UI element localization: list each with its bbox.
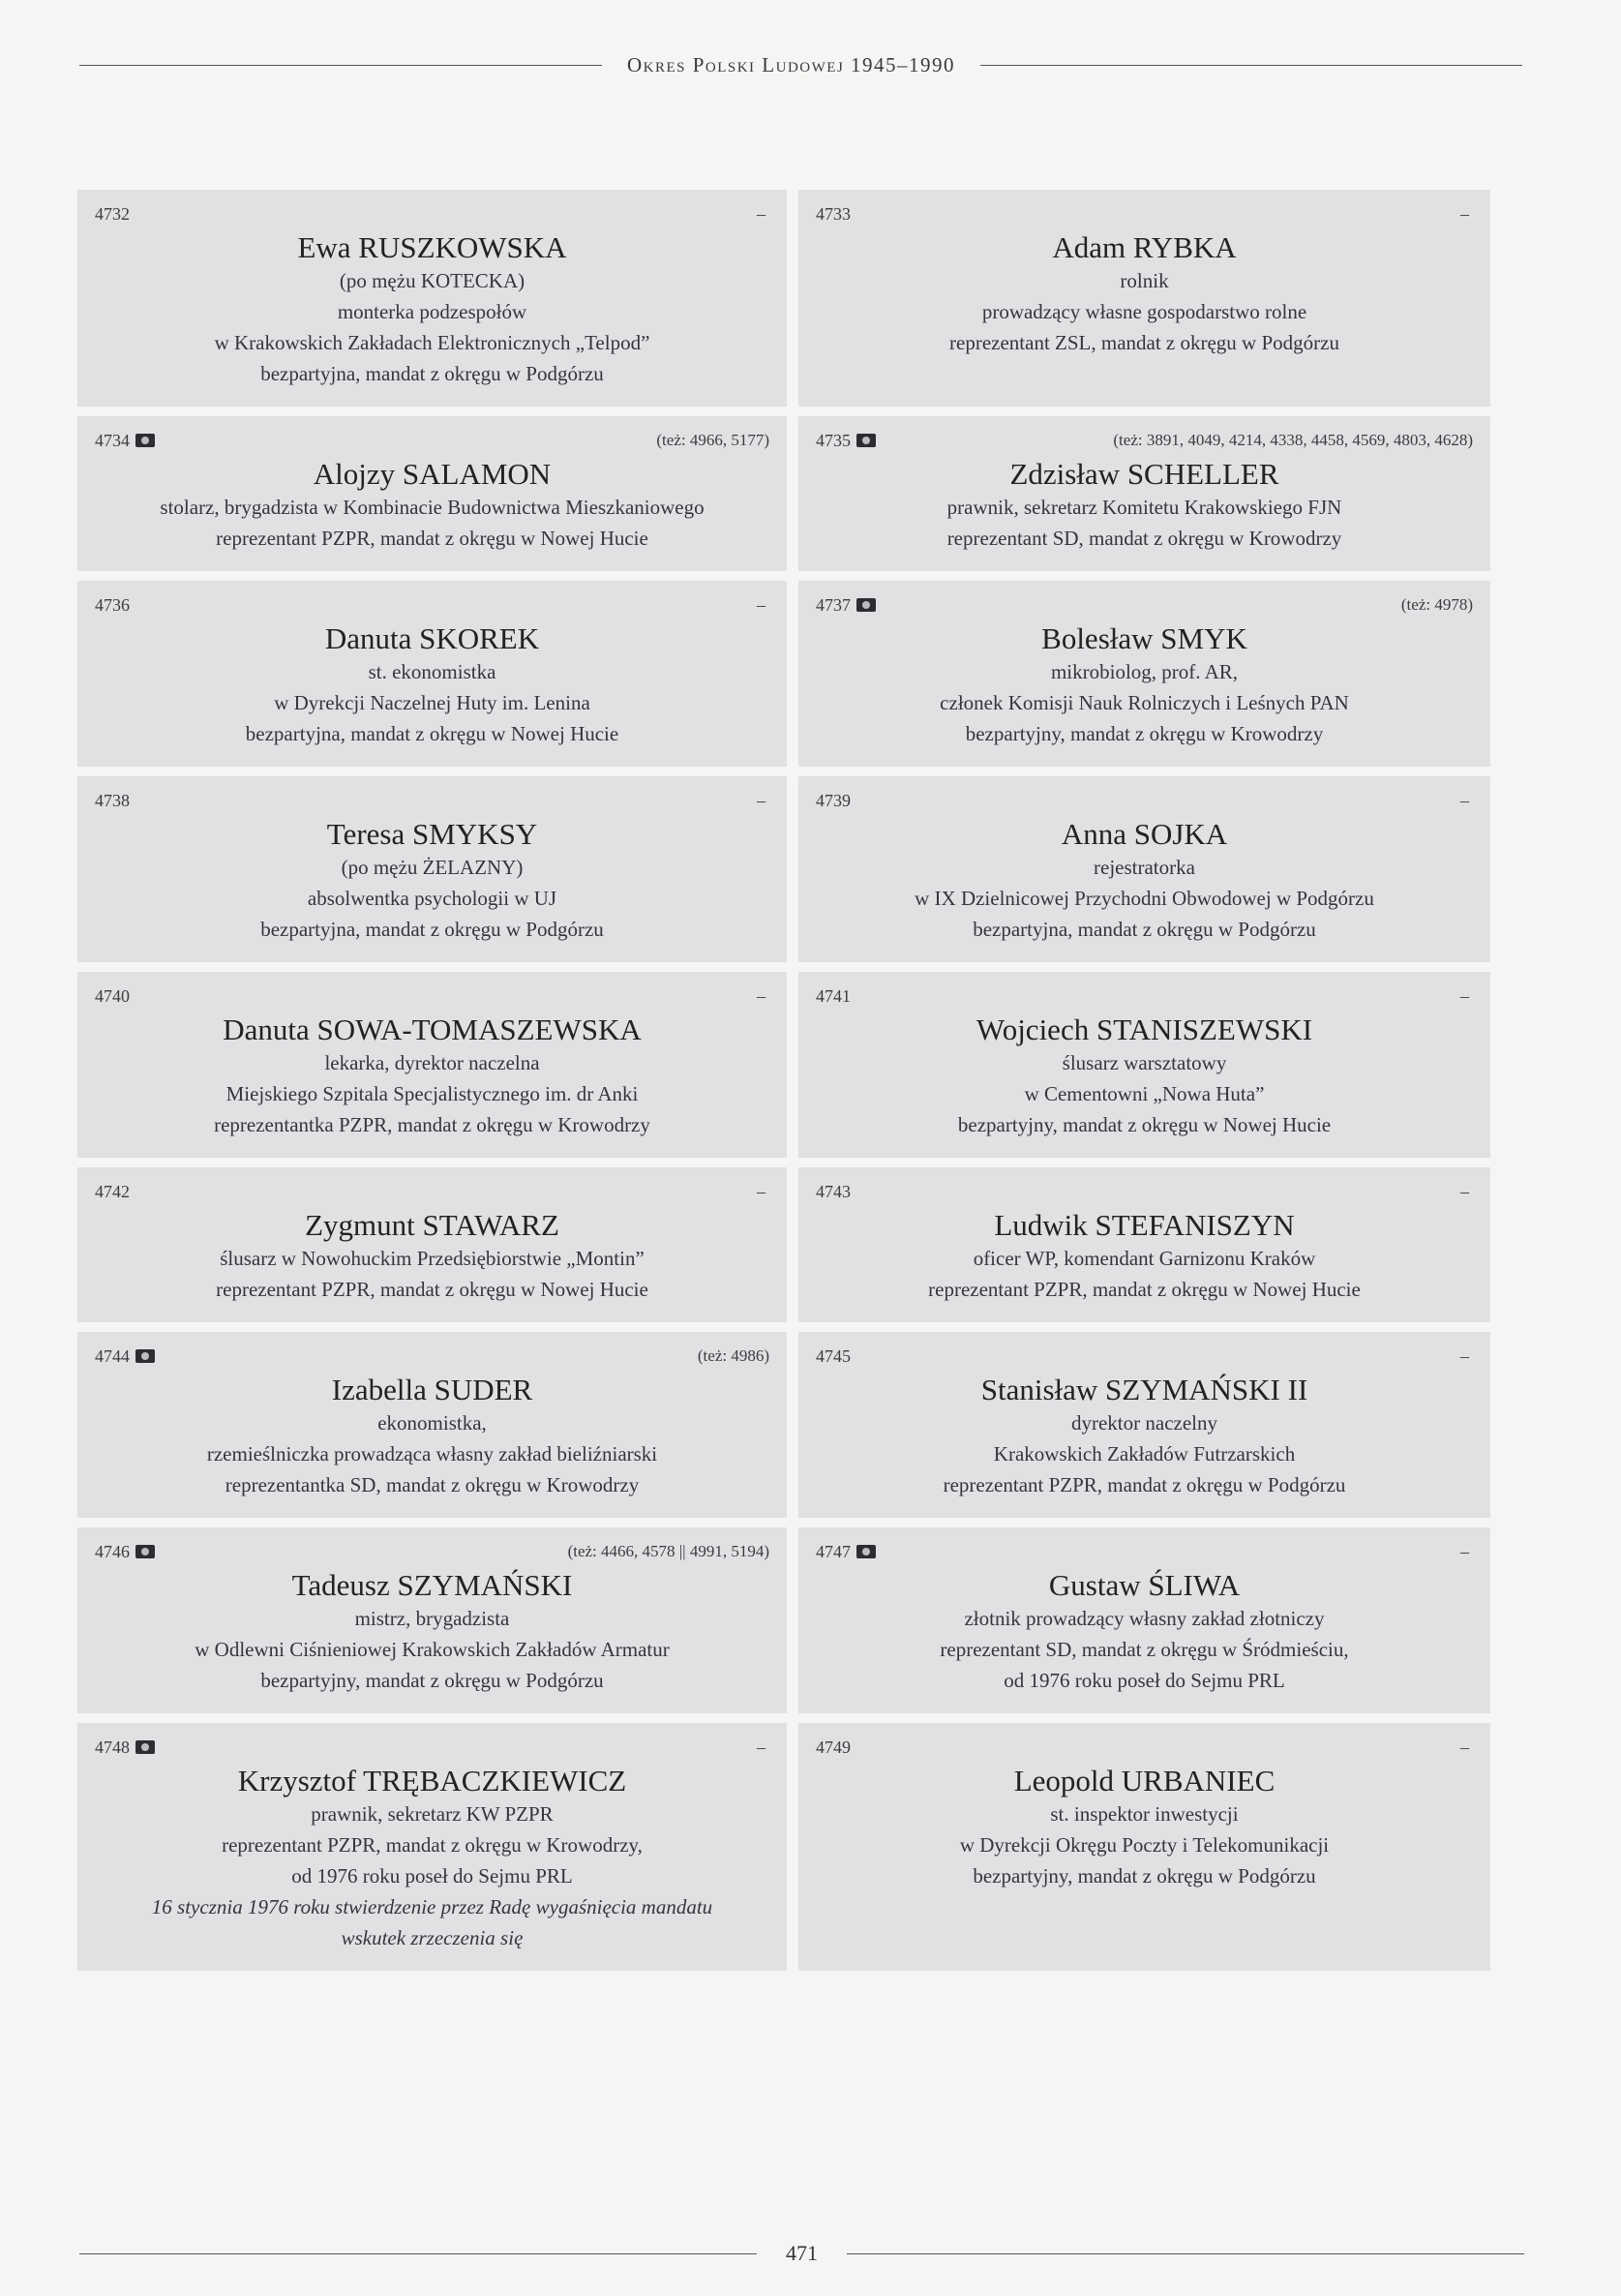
entry-meta <box>95 1344 769 1369</box>
person-name: Ewa RUSZKOWSKA <box>297 230 567 264</box>
no-refs-dash: – <box>1460 1181 1469 1201</box>
entry-meta <box>816 983 1473 1009</box>
entry-meta <box>816 1344 1473 1369</box>
entry-number-wrap <box>95 1346 155 1367</box>
no-refs-dash: – <box>757 1737 765 1757</box>
entry-number: 4741 <box>816 985 851 1006</box>
entry-detail-line: w Odlewni Ciśnieniowej Krakowskich Zakładów Armatur <box>195 1638 670 1661</box>
no-refs-dash: – <box>757 790 765 810</box>
page-number: 471 <box>786 2241 818 2265</box>
no-refs-dash: – <box>1460 203 1469 224</box>
entry-number-wrap <box>95 431 155 451</box>
entry-detail-line: bezpartyjny, mandat z okręgu w Podgórzu <box>260 1669 604 1692</box>
entry-meta <box>95 983 769 1009</box>
header-rule-right <box>980 65 1522 66</box>
entry-card <box>798 416 1490 571</box>
entry-number-wrap <box>816 595 876 616</box>
person-name: Leopold URBANIEC <box>1013 1764 1276 1798</box>
entry-note: wskutek zrzeczenia się <box>341 1926 524 1949</box>
entry-card <box>798 190 1490 407</box>
entry-detail-line: reprezentantka SD, mandat z okręgu w Krowodrzy <box>225 1473 640 1496</box>
entry-detail-line: od 1976 roku poseł do Sejmu PRL <box>1004 1669 1285 1692</box>
no-refs-dash: – <box>1460 985 1469 1006</box>
entry-detail-line: rzemieślniczka prowadząca własny zakład bieliźniarski <box>206 1442 658 1465</box>
entry-card <box>798 972 1490 1158</box>
photo-icon <box>135 1545 155 1558</box>
entry-detail-line: członek Komisji Nauk Rolniczych i Leśnych PAN <box>940 691 1349 714</box>
see-also-refs: (też: 3891, 4049, 4214, 4338, 4458, 4569, 4803, 4628) <box>1113 431 1473 449</box>
entry-number: 4732 <box>95 203 130 224</box>
person-name: Teresa SMYKSY <box>326 817 538 851</box>
no-refs-dash: – <box>1460 1737 1469 1757</box>
entry-number: 4743 <box>816 1181 851 1201</box>
entry-card <box>798 776 1490 962</box>
entry-number-wrap <box>95 595 130 616</box>
entry-detail-line: bezpartyjna, mandat z okręgu w Podgórzu <box>260 362 604 385</box>
running-head-title: Okres Polski Ludowej 1945–1990 <box>626 52 956 76</box>
person-name: Anna SOJKA <box>1061 817 1228 851</box>
entry-card <box>77 190 787 407</box>
entry-number-wrap <box>816 986 851 1007</box>
entry-meta <box>95 788 769 813</box>
entry-number: 4737 <box>816 594 851 615</box>
entry-detail-line: bezpartyjny, mandat z okręgu w Nowej Hucie <box>957 1113 1332 1136</box>
entry-detail-line: bezpartyjna, mandat z okręgu w Podgórzu <box>260 918 604 941</box>
page-footer <box>0 2234 1621 2273</box>
entry-detail-line: reprezentant SD, mandat z okręgu w Krowodrzy <box>946 527 1342 550</box>
entry-detail-line: bezpartyjny, mandat z okręgu w Krowodrzy <box>965 722 1324 745</box>
entry-detail-line: prawnik, sekretarz Komitetu Krakowskiego FJN <box>946 496 1342 519</box>
entry-card <box>798 1167 1490 1322</box>
no-refs-dash: – <box>1460 1541 1469 1561</box>
entry-meta <box>816 788 1473 813</box>
entry-detail-line: reprezentantka PZPR, mandat z okręgu w Krowodrzy <box>214 1113 650 1136</box>
person-name: Adam RYBKA <box>1052 230 1237 264</box>
entry-number-wrap <box>95 791 130 811</box>
entry-detail-line: w Dyrekcji Naczelnej Huty im. Lenina <box>274 691 590 714</box>
entry-detail-line: rolnik <box>1120 269 1169 292</box>
entry-detail-line: lekarka, dyrektor naczelna <box>324 1051 540 1074</box>
entry-card <box>798 1527 1490 1713</box>
entry-number: 4735 <box>816 430 851 450</box>
entry-detail-line: bezpartyjna, mandat z okręgu w Podgórzu <box>973 918 1316 941</box>
entry-number-wrap <box>95 1737 155 1758</box>
entry-meta <box>95 1735 769 1760</box>
entry-number: 4742 <box>95 1181 130 1201</box>
person-name: Izabella SUDER <box>331 1373 533 1406</box>
entry-card <box>77 1723 787 1971</box>
photo-icon <box>135 1349 155 1363</box>
person-name: Zdzisław SCHELLER <box>1009 457 1279 491</box>
no-refs-dash: – <box>757 203 765 224</box>
entry-detail-line: ślusarz w Nowohuckim Przedsiębiorstwie „Montin” <box>220 1247 645 1270</box>
see-also-refs: (też: 4466, 4578 || 4991, 5194) <box>567 1542 769 1560</box>
entry-meta <box>816 592 1473 618</box>
entry-detail-line: dyrektor naczelny <box>1070 1411 1217 1435</box>
entry-detail-line: złotnik prowadzący własny zakład złotniczy <box>964 1607 1325 1630</box>
person-name: Gustaw ŚLIWA <box>1048 1568 1241 1602</box>
entry-meta <box>95 592 769 618</box>
person-name: Stanisław SZYMAŃSKI II <box>980 1373 1308 1406</box>
person-name: Danuta SOWA-TOMASZEWSKA <box>223 1012 642 1046</box>
entry-number: 4739 <box>816 790 851 810</box>
entry-detail-line: st. ekonomistka <box>368 660 496 683</box>
person-name: Tadeusz SZYMAŃSKI <box>291 1568 573 1602</box>
no-refs-dash: – <box>1460 790 1469 810</box>
entry-number: 4747 <box>816 1541 851 1561</box>
entry-number-wrap <box>816 1737 851 1758</box>
entry-number-wrap <box>95 204 130 225</box>
entry-number-wrap <box>816 1542 876 1562</box>
footer-rule-left <box>79 2253 757 2254</box>
no-refs-dash: – <box>1460 1345 1469 1366</box>
photo-icon <box>856 598 876 612</box>
entry-number-wrap <box>816 1182 851 1202</box>
entry-detail-line: prawnik, sekretarz KW PZPR <box>311 1802 554 1826</box>
person-name: Ludwik STEFANISZYN <box>994 1208 1295 1242</box>
entry-detail-line: w IX Dzielnicowej Przychodni Obwodowej w Podgórzu <box>915 887 1374 910</box>
entry-number-wrap <box>95 1542 155 1562</box>
entry-number-wrap <box>816 791 851 811</box>
entry-note: 16 stycznia 1976 roku stwierdzenie przez Radę wygaśnięcia mandatu <box>151 1895 713 1918</box>
entry-card <box>798 1723 1490 1971</box>
entries-grid <box>77 190 1479 1971</box>
entry-meta <box>816 1179 1473 1204</box>
entry-detail-line: reprezentant PZPR, mandat z okręgu w Nowej Hucie <box>216 1278 648 1301</box>
entry-number: 4748 <box>95 1737 130 1757</box>
person-name: Bolesław SMYK <box>1041 621 1247 655</box>
entry-card <box>77 1167 787 1322</box>
entry-detail-line: w Krakowskich Zakładach Elektronicznych „Telpod” <box>214 331 650 354</box>
entry-detail-line: mistrz, brygadzista <box>354 1607 510 1630</box>
no-refs-dash: – <box>757 985 765 1006</box>
entry-detail-line: reprezentant PZPR, mandat z okręgu w Podgórzu <box>943 1473 1346 1496</box>
see-also-refs: (też: 4978) <box>1400 595 1473 614</box>
entry-detail-line: od 1976 roku poseł do Sejmu PRL <box>291 1864 573 1888</box>
entry-meta <box>95 201 769 227</box>
entry-card <box>77 1527 787 1713</box>
entry-detail-line: prowadzący własne gospodarstwo rolne <box>981 300 1307 323</box>
entry-detail-line: (po mężu ŻELAZNY) <box>341 856 524 879</box>
entry-card <box>77 581 787 767</box>
entry-number-wrap <box>816 1346 851 1367</box>
entry-card <box>77 1332 787 1518</box>
entry-detail-line: bezpartyjny, mandat z okręgu w Podgórzu <box>973 1864 1316 1888</box>
entry-number: 4746 <box>95 1541 130 1561</box>
entry-detail-line: reprezentant PZPR, mandat z okręgu w Krowodrzy, <box>222 1833 643 1857</box>
photo-icon <box>135 1740 155 1754</box>
entry-detail-line: oficer WP, komendant Garnizonu Kraków <box>973 1247 1316 1270</box>
entry-meta <box>816 201 1473 227</box>
entry-detail-line: (po mężu KOTECKA) <box>339 269 525 292</box>
entry-meta <box>816 428 1473 453</box>
entry-meta <box>816 1539 1473 1564</box>
entry-card <box>77 776 787 962</box>
entry-card <box>798 1332 1490 1518</box>
entry-detail-line: stolarz, brygadzista w Kombinacie Budownictwa Mieszkaniowego <box>160 496 705 519</box>
entry-detail-line: bezpartyjna, mandat z okręgu w Nowej Hucie <box>245 722 619 745</box>
entry-number-wrap <box>95 986 130 1007</box>
entry-detail-line: reprezentant ZSL, mandat z okręgu w Podgórzu <box>949 331 1339 354</box>
entry-card <box>77 416 787 571</box>
entry-detail-line: mikrobiolog, prof. AR, <box>1050 660 1239 683</box>
entry-detail-line: reprezentant PZPR, mandat z okręgu w Nowej Hucie <box>928 1278 1361 1301</box>
entry-meta <box>95 428 769 453</box>
entry-detail-line: st. inspektor inwestycji <box>1050 1802 1239 1826</box>
entry-number-wrap <box>816 204 851 225</box>
entry-number-wrap <box>816 431 876 451</box>
person-name: Alojzy SALAMON <box>313 457 552 491</box>
photo-icon <box>135 434 155 447</box>
photo-icon <box>856 434 876 447</box>
no-refs-dash: – <box>757 1181 765 1201</box>
entry-number: 4744 <box>95 1345 130 1366</box>
photo-icon <box>856 1545 876 1558</box>
entry-card <box>798 581 1490 767</box>
footer-rule-right <box>847 2253 1524 2254</box>
entry-detail-line: ślusarz warsztatowy <box>1062 1051 1227 1074</box>
entry-meta <box>816 1735 1473 1760</box>
entry-detail-line: rejestratorka <box>1094 856 1195 879</box>
entry-number: 4738 <box>95 790 130 810</box>
entry-detail-line: absolwentka psychologii w UJ <box>307 887 557 910</box>
see-also-refs: (też: 4966, 5177) <box>656 431 769 449</box>
person-name: Wojciech STANISZEWSKI <box>976 1012 1313 1046</box>
entry-number: 4740 <box>95 985 130 1006</box>
running-head <box>0 50 1621 79</box>
person-name: Danuta SKOREK <box>324 621 540 655</box>
entry-number: 4734 <box>95 430 130 450</box>
entry-meta <box>95 1539 769 1564</box>
entry-detail-line: Miejskiego Szpitala Specjalistycznego im. dr Anki <box>225 1082 639 1105</box>
entry-number-wrap <box>95 1182 130 1202</box>
entry-detail-line: Krakowskich Zakładów Futrzarskich <box>993 1442 1296 1465</box>
entry-meta <box>95 1179 769 1204</box>
person-name: Krzysztof TRĘBACZKIEWICZ <box>237 1764 627 1798</box>
entry-detail-line: w Cementowni „Nowa Huta” <box>1024 1082 1265 1105</box>
header-rule-left <box>79 65 602 66</box>
no-refs-dash: – <box>757 594 765 615</box>
entry-detail-line: reprezentant PZPR, mandat z okręgu w Nowej Hucie <box>216 527 648 550</box>
person-name: Zygmunt STAWARZ <box>305 1208 559 1242</box>
entry-number: 4733 <box>816 203 851 224</box>
entry-number: 4736 <box>95 594 130 615</box>
entry-detail-line: ekonomistka, <box>377 1411 487 1435</box>
entry-detail-line: monterka podzespołów <box>337 300 527 323</box>
entry-detail-line: reprezentant SD, mandat z okręgu w Śródmieściu, <box>940 1638 1349 1661</box>
entry-detail-line: w Dyrekcji Okręgu Poczty i Telekomunikacji <box>959 1833 1330 1857</box>
entry-card <box>77 972 787 1158</box>
entry-number: 4745 <box>816 1345 851 1366</box>
see-also-refs: (też: 4986) <box>697 1346 769 1365</box>
entry-number: 4749 <box>816 1737 851 1757</box>
